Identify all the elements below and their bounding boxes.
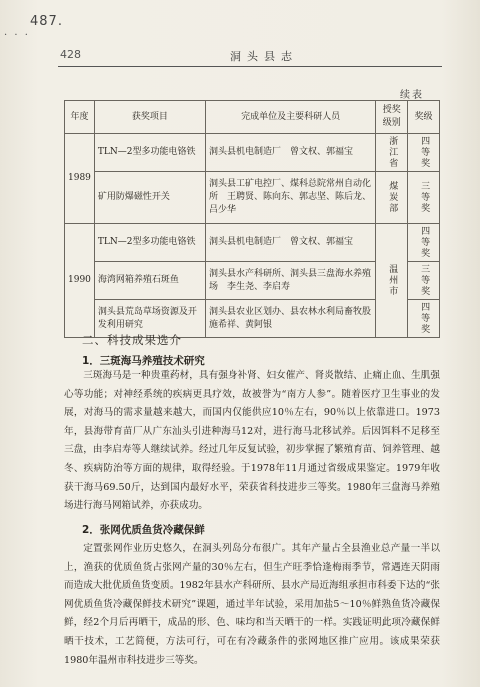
year-cell: 1989: [65, 134, 95, 224]
grant-cell: 煤炭部: [376, 172, 408, 224]
page-number: 428: [60, 48, 81, 61]
header-rule: [58, 66, 442, 67]
paragraph: 三斑海马是一种贵重药材，具有强身补肾、妇女催产、肾炎散结、止痛止血、生肌强心等功能；对神经系统的疾病更具疗效，故被誉为“南方人参”。随着医疗卫生事业的发展，对海马的需求量越来越大，而国内仅能供应10％左右，90％以上依靠进口。1973年，县海带育苗厂从广东汕头引进种海马12对，进行海马北移试养。后因饵料不足移至三盘，由李启寿等人继续试养。经过几年反复试验，初步掌握了繁殖育苗、饲养管理、越冬、疾病防治等方面的规律，取得经验。于1978年11月通过省级成果鉴定。1979年收获干海马69.50斤，达到国内最好水平，荣获省科技进步三等奖。1980年三盘海马养殖场进行海马网箱试养，亦获成功。: [64, 370, 440, 512]
unit-cell: 洞头县机电制造厂 曾文权、郭福宝: [205, 134, 375, 172]
handwritten-note: 487.: [30, 14, 63, 29]
section-title: 二、科技成果选介: [82, 333, 182, 347]
unit-cell: 洞头县机电制造厂 曾文权、郭福宝: [205, 224, 375, 262]
col-award-header: 奖级: [408, 101, 440, 134]
col-year-header: 年度: [65, 101, 95, 134]
page-header: [60, 48, 440, 64]
project-cell: TLN—2型多功能电铬铁: [94, 224, 205, 262]
project-cell: TLN—2型多功能电铬铁: [94, 134, 205, 172]
table-row: [65, 224, 440, 262]
award-cell: 四等奖: [408, 134, 440, 172]
unit-cell: 洞头县农业区划办、县农林水利局畜牧股 施希祥、黄阿银: [205, 300, 375, 338]
project-cell: 矿用防爆磁性开关: [94, 172, 205, 224]
grant-cell: 温州市: [376, 224, 408, 338]
award-cell: 四等奖: [408, 300, 440, 338]
year-cell: 1990: [65, 224, 95, 338]
paragraph: 定置张网作业历史悠久，在洞头列岛分布很广。其年产量占全县渔业总产量一半以上，渔获的优质鱼货占张网产量的30％左右，但生产旺季恰逢梅雨季节，常遇连天阴雨而造成大批优质鱼货变质。1982年县水产科研所、县水产局近海组承担市科委下达的“张网优质鱼货冷藏保鲜技术研究”课题，通过半年试验，采用加盐5～10％鲜熟鱼货冷藏保鲜，经2个月后再晒干，成品的形、色、味均和当天晒干的一样。实践证明此项冷藏保鲜晒干技术，工艺简便，方法可行，可在有冷藏条件的张网地区推广应用。该成果荣获1980年温州市科技进步三等奖。: [64, 543, 440, 666]
col-project-header: 获奖项目: [94, 101, 205, 134]
table-row: [65, 172, 440, 224]
subsection-body: [64, 540, 440, 670]
award-cell: 三等奖: [408, 172, 440, 224]
project-cell: 洞头县荒岛草场资源及开发利用研究: [94, 300, 205, 338]
award-cell: 三等奖: [408, 262, 440, 300]
awards-table: [64, 100, 440, 338]
subsection-title: 1．三斑海马养殖技术研究: [82, 355, 205, 367]
unit-cell: 洞头县工矿电控厂、煤科总院常州自动化所 王聘贤、陈向东、郭志坚、陈后龙、吕少华: [205, 172, 375, 224]
subsection-title: 2．张网优质鱼货冷藏保鲜: [82, 524, 205, 536]
continued-label: 续表: [400, 90, 424, 101]
table-row: [65, 134, 440, 172]
page-marks: · · ·: [4, 30, 30, 41]
award-cell: 四等奖: [408, 224, 440, 262]
book-title: 洞头县志: [230, 50, 298, 63]
grant-cell: 浙江省: [376, 134, 408, 172]
subsection-body: [64, 367, 440, 516]
unit-cell: 洞头县水产科研所、洞头县三盘海水养殖场 李生尧、李启寿: [205, 262, 375, 300]
table-header-row: [65, 101, 440, 134]
project-cell: 海湾网箱养殖石斑鱼: [94, 262, 205, 300]
col-unit-header: 完成单位及主要科研人员: [205, 101, 375, 134]
col-grant-header: 授奖级别: [376, 101, 408, 134]
